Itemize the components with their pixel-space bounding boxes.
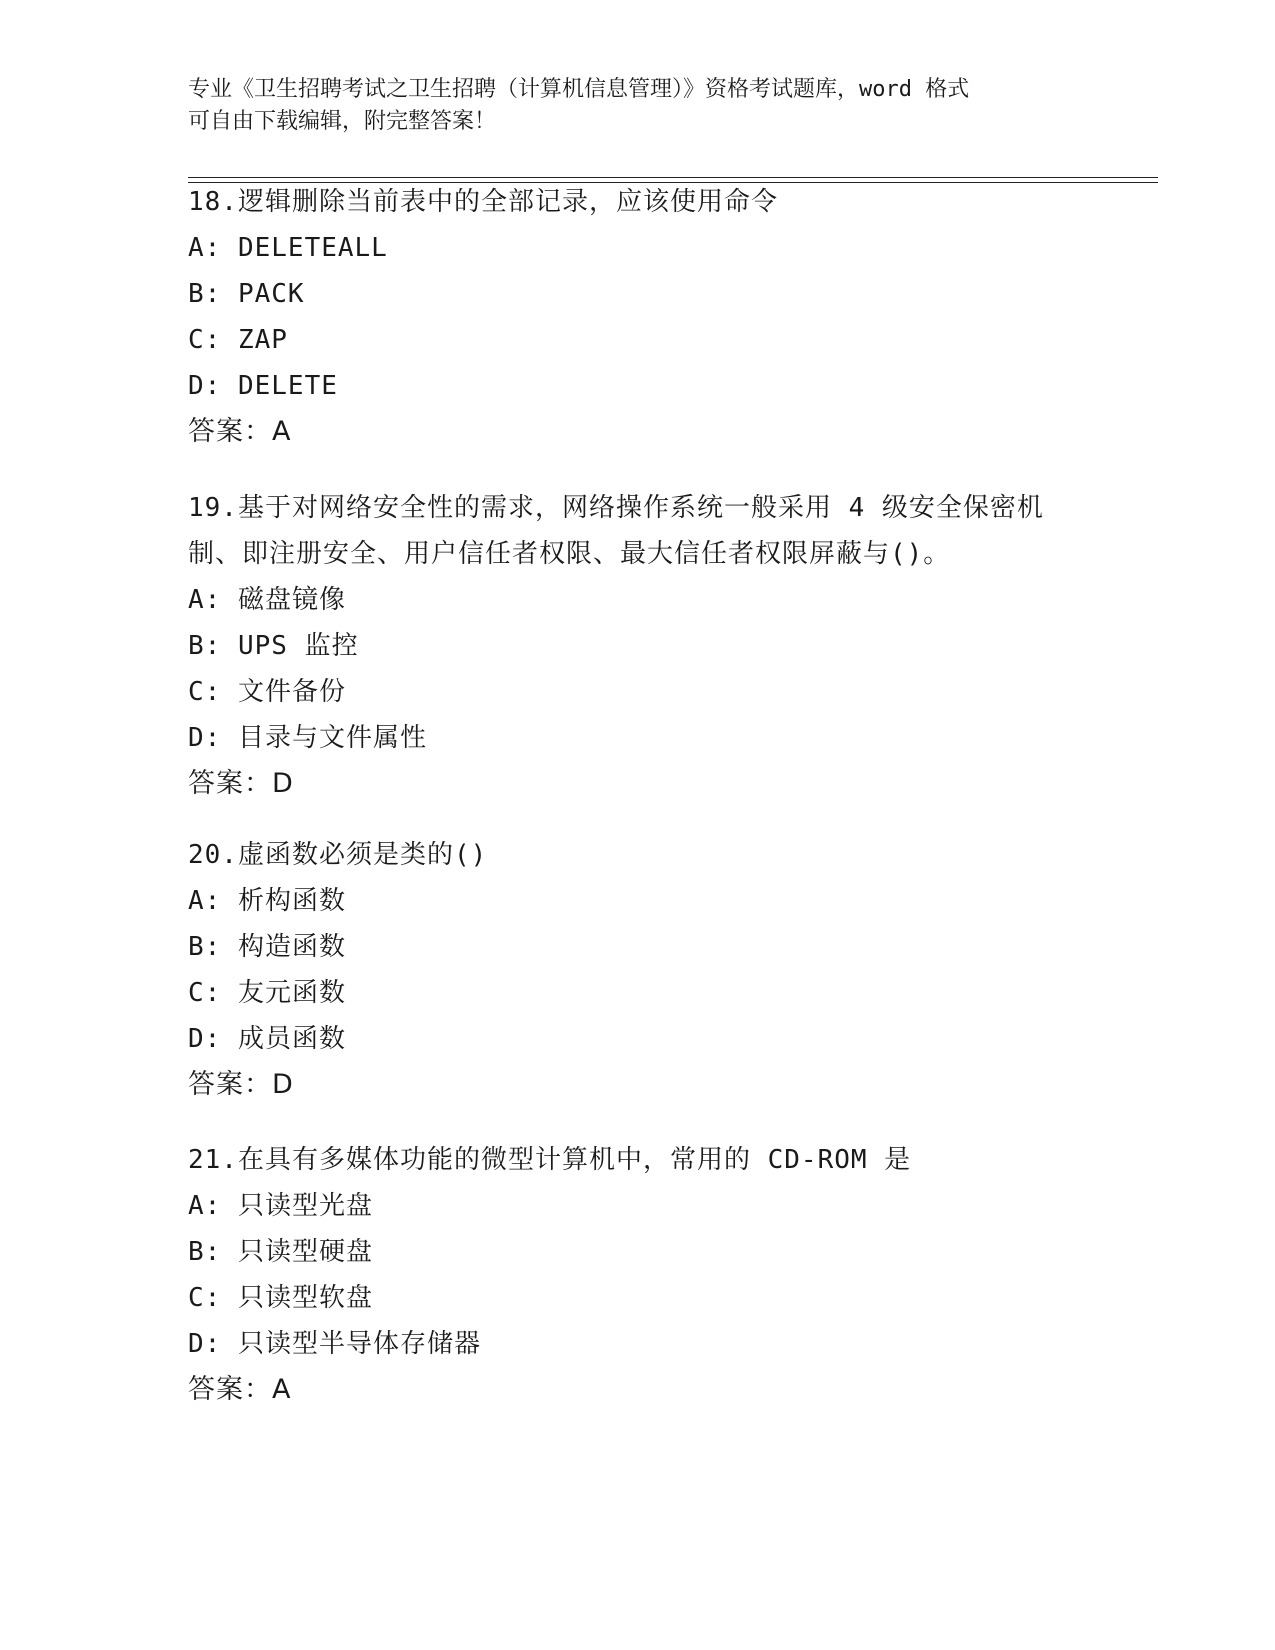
header-line-2: 可自由下载编辑，附完整答案！ <box>188 109 497 134</box>
answer-label: 答案： <box>188 1374 272 1405</box>
answer-value: A <box>272 1374 291 1405</box>
option-b: B: 只读型硬盘 <box>188 1237 373 1267</box>
option-d: D: 只读型半导体存储器 <box>188 1329 481 1359</box>
answer-line <box>188 761 1088 807</box>
question-21 <box>188 1137 1088 1413</box>
option-a: A: 只读型光盘 <box>188 1191 373 1221</box>
document-header <box>188 74 1088 138</box>
answer-label: 答案： <box>188 1069 272 1100</box>
question-18 <box>188 179 1088 455</box>
option-a: A: 析构函数 <box>188 886 346 916</box>
question-20 <box>188 832 1088 1108</box>
answer-label: 答案： <box>188 416 272 447</box>
option-d: D: 成员函数 <box>188 1024 346 1054</box>
option-c: C: ZAP <box>188 325 288 355</box>
answer-value: D <box>272 768 293 799</box>
option-b: B: UPS 监控 <box>188 631 359 661</box>
answer-value: D <box>272 1069 293 1100</box>
answer-line <box>188 409 1088 455</box>
option-b: B: 构造函数 <box>188 932 346 962</box>
header-divider-top <box>188 177 1158 178</box>
option-d: D: DELETE <box>188 371 338 401</box>
question-stem: 21.在具有多媒体功能的微型计算机中，常用的 CD-ROM 是 <box>188 1145 912 1175</box>
question-stem: 18.逻辑删除当前表中的全部记录，应该使用命令 <box>188 187 778 217</box>
answer-line <box>188 1062 1088 1108</box>
option-b: B: PACK <box>188 279 305 309</box>
answer-value: A <box>272 416 291 447</box>
answer-line <box>188 1367 1088 1413</box>
option-d: D: 目录与文件属性 <box>188 723 427 753</box>
option-c: C: 只读型软盘 <box>188 1283 373 1313</box>
question-stem: 20.虚函数必须是类的() <box>188 840 488 870</box>
question-stem-line-2: 制、即注册安全、用户信任者权限、最大信任者权限屏蔽与()。 <box>188 539 951 569</box>
question-stem-line-1: 19.基于对网络安全性的需求，网络操作系统一般采用 4 级安全保密机 <box>188 493 1044 523</box>
option-a: A: DELETEALL <box>188 233 388 263</box>
header-line-1: 专业《卫生招聘考试之卫生招聘（计算机信息管理）》资格考试题库，word 格式 <box>188 77 970 102</box>
option-a: A: 磁盘镜像 <box>188 585 346 615</box>
option-c: C: 友元函数 <box>188 978 346 1008</box>
question-19 <box>188 485 1088 807</box>
option-c: C: 文件备份 <box>188 677 346 707</box>
answer-label: 答案： <box>188 768 272 799</box>
